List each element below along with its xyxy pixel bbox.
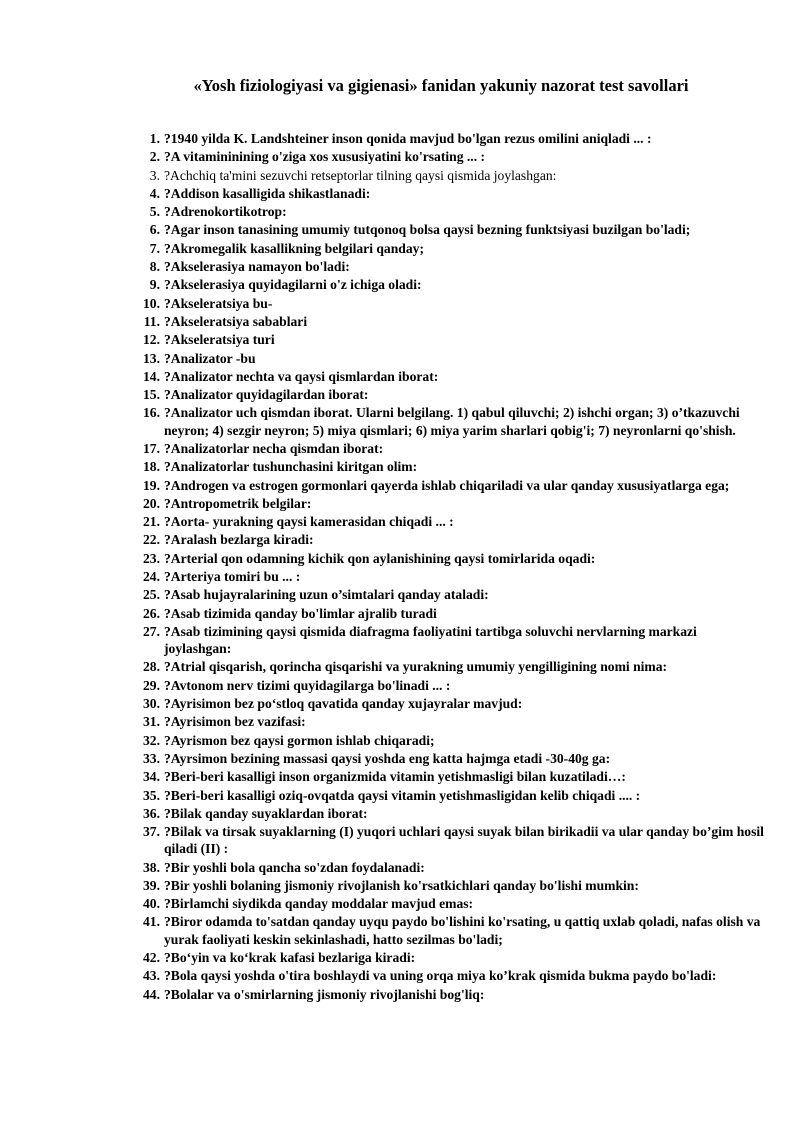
- page-title: «Yosh fiziologiyasi va gigienasi» fanidan yakuniy nazorat test savollari: [193, 76, 689, 95]
- question-text: ?Adrenokortikotrop:: [164, 204, 287, 220]
- question-item: [124, 913, 764, 947]
- question-number: 10.: [143, 295, 160, 311]
- question-text: ?Analizator -bu: [164, 350, 256, 366]
- question-number: 18.: [143, 459, 160, 475]
- question-text: ?Ayrsimon bezining massasi qaysi yoshda eng katta hajmga etadi -30-40g ga:: [164, 750, 611, 766]
- question-text: ?Asab tizimining qaysi qismida diafragma faoliyatini tartibga soluvchi nervlarning markazi joylashgan:: [164, 623, 697, 657]
- question-number: 37.: [143, 824, 160, 840]
- question-item: [124, 605, 764, 622]
- question-number: 6.: [149, 222, 160, 238]
- question-item: [124, 495, 764, 512]
- question-number: 21.: [143, 514, 160, 530]
- question-text: ?Akseleratsiya bu-: [164, 295, 273, 311]
- question-number: 40.: [143, 896, 160, 912]
- question-number: 31.: [143, 714, 160, 730]
- question-text: ?Akselerasiya namayon bo'ladi:: [164, 259, 350, 275]
- question-text: ?Bolalar va o'smirlarning jismoniy rivojlanishi bog'liq:: [164, 986, 485, 1002]
- question-number: 2.: [149, 149, 160, 165]
- question-number: 11.: [143, 313, 160, 329]
- question-number: 16.: [143, 405, 160, 421]
- question-text: ?Bo‘yin va ko‘krak kafasi bezlariga kiradi:: [164, 949, 416, 965]
- question-number: 30.: [143, 696, 160, 712]
- question-text: ?Aralash bezlarga kiradi:: [164, 532, 314, 548]
- question-number: 7.: [149, 240, 160, 256]
- question-number: 44.: [143, 986, 160, 1002]
- question-number: 43.: [143, 968, 160, 984]
- question-item: [124, 877, 764, 894]
- question-number: 39.: [143, 877, 160, 893]
- question-item: [124, 185, 764, 202]
- question-text: ?Ayrisimon bez vazifasi:: [164, 714, 306, 730]
- question-text: ?Bola qaysi yoshda o'tira boshlaydi va uning orqa miya ko’krak qismida bukma paydo bo'ladi:: [164, 968, 717, 984]
- question-item: [124, 550, 764, 567]
- question-number: 5.: [149, 204, 160, 220]
- question-text: ?A vitamininining o'ziga xos xususiyatini ko'rsating ... :: [164, 149, 486, 165]
- question-number: 36.: [143, 805, 160, 821]
- question-number: 27.: [143, 623, 160, 639]
- question-text: ?Bir yoshli bola qancha so'zdan foydalanadi:: [164, 859, 425, 875]
- question-text: ?Beri-beri kasalligi oziq-ovqatda qaysi vitamin yetishmasligidan kelib chiqadi .... :: [164, 787, 641, 803]
- question-item: [124, 695, 764, 712]
- question-item: [124, 787, 764, 804]
- question-item: [124, 568, 764, 585]
- question-text: ?Agar inson tanasining umumiy tutqonoq bolsa qaysi bezning funktsiyasi buzilgan bo'ladi;: [164, 222, 691, 238]
- question-number: 23.: [143, 550, 160, 566]
- question-text: ?Akselerasiya quyidagilarni o'z ichiga oladi:: [164, 277, 422, 293]
- question-number: 12.: [143, 332, 160, 348]
- question-item: [124, 368, 764, 385]
- question-text: ?Asab tizimida qanday bo'limlar ajralib turadi: [164, 605, 437, 621]
- question-text: ?Beri-beri kasalligi inson organizmida vitamin yetishmasligi bilan kuzatiladi…:: [164, 769, 626, 785]
- question-number: 26.: [143, 605, 160, 621]
- question-text: ?Akseleratsiya turi: [164, 332, 275, 348]
- question-item: [124, 750, 764, 767]
- question-text: ?Akseleratsiya sabablari: [164, 313, 308, 329]
- question-item: [124, 313, 764, 330]
- question-text: ?Bilak qanday suyaklardan iborat:: [164, 805, 368, 821]
- question-item: [124, 240, 764, 257]
- question-item: [124, 713, 764, 730]
- question-number: 9.: [149, 277, 160, 293]
- question-item: [124, 658, 764, 675]
- question-text: ?Androgen va estrogen gormonlari qayerda ishlab chiqariladi va ular qanday xususiyatlarga ega;: [164, 477, 730, 493]
- question-text: ?Ayrisimon bez po‘stloq qavatida qanday xujayralar mavjud:: [164, 696, 523, 712]
- question-text: ?1940 yilda K. Landshteiner inson qonida mavjud bo'lgan rezus omilini aniqladi ... :: [164, 131, 652, 146]
- question-text: ?Aorta- yurakning qaysi kamerasidan chiqadi ... :: [164, 514, 454, 530]
- question-number: 29.: [143, 677, 160, 693]
- question-text: ?Addison kasalligida shikastlanadi:: [164, 185, 371, 201]
- question-text: ?Achchiq ta'mini sezuvchi retseptorlar tilning qaysi qismida joylashgan:: [164, 167, 557, 183]
- question-number: 15.: [143, 387, 160, 403]
- question-item: [124, 148, 764, 165]
- question-text: ?Bilak va tirsak suyaklarning (I) yuqori uchlari qaysi suyak bilan birikadii va ular qanday bo’gim hosil qiladi (II) :: [164, 824, 764, 857]
- question-text: ?Asab hujayralarining uzun o’simtalari qanday ataladi:: [164, 587, 489, 603]
- question-text: ?Atrial qisqarish, qorincha qisqarishi va yurakning umumiy yengilligining nomi nima:: [164, 659, 668, 675]
- question-number: 13.: [143, 350, 160, 366]
- question-list: [124, 130, 764, 1004]
- question-number: 3.: [149, 167, 160, 183]
- question-item: [124, 221, 764, 238]
- question-item: [124, 895, 764, 912]
- question-text: ?Ayrismon bez qaysi gormon ishlab chiqaradi;: [164, 732, 435, 748]
- question-item: [124, 331, 764, 348]
- question-item: [124, 440, 764, 457]
- question-text: ?Arteriya tomiri bu ... :: [164, 569, 301, 585]
- question-item: [124, 949, 764, 966]
- question-number: 14.: [143, 368, 160, 384]
- question-item: [124, 130, 764, 147]
- question-number: 35.: [143, 787, 160, 803]
- question-text: ?Analizator uch qismdan iborat. Ularni belgilang. 1) qabul qiluvchi; 2) ishchi organ; 3) o’tkazuvchi neyron; 4) sezgir neyron; 5) miya qismlari; 6) miya yarim sharlari qobig'i; 7) neyronlarni qo'shish.: [164, 405, 740, 438]
- question-item: [124, 404, 764, 438]
- question-number: 4.: [149, 185, 160, 201]
- question-number: 42.: [143, 949, 160, 965]
- question-number: 33.: [143, 750, 160, 766]
- question-item: [124, 350, 764, 367]
- question-number: 24.: [143, 569, 160, 585]
- question-number: 1.: [149, 131, 160, 146]
- question-item: [124, 513, 764, 530]
- question-number: 34.: [143, 769, 160, 785]
- question-text: ?Antropometrik belgilar:: [164, 495, 312, 511]
- question-item: [124, 859, 764, 876]
- question-item: [124, 967, 764, 984]
- question-item: [124, 203, 764, 220]
- question-text: ?Analizator nechta va qaysi qismlardan iborat:: [164, 368, 439, 384]
- question-item: [124, 677, 764, 694]
- question-text: ?Birlamchi siydikda qanday moddalar mavjud emas:: [164, 896, 474, 912]
- question-number: 38.: [143, 859, 160, 875]
- question-text: ?Analizatorlar necha qismdan iborat:: [164, 440, 384, 456]
- question-text: ?Akromegalik kasallikning belgilari qanday;: [164, 240, 424, 256]
- question-text: ?Biror odamda to'satdan qanday uyqu paydo bo'lishini ko'rsating, u qattiq uxlab qoladi, nafas olish va yurak faoliyati keskin sekinlashadi, hatto sezilmas bo'ladi;: [164, 914, 761, 947]
- question-number: 41.: [143, 914, 160, 930]
- question-text: ?Bir yoshli bolaning jismoniy rivojlanish ko'rsatkichlari qanday bo'lishi mumkin:: [164, 877, 639, 893]
- question-item: [124, 805, 764, 822]
- question-text: ?Analizator quyidagilardan iborat:: [164, 387, 369, 403]
- question-item: [124, 477, 764, 494]
- question-item: [124, 295, 764, 312]
- question-item: [124, 458, 764, 475]
- question-number: 32.: [143, 732, 160, 748]
- question-item: [124, 623, 764, 657]
- question-item: [124, 586, 764, 603]
- question-item: [124, 386, 764, 403]
- question-number: 20.: [143, 495, 160, 511]
- question-number: 28.: [143, 659, 160, 675]
- question-item: [124, 768, 764, 785]
- question-number: 25.: [143, 587, 160, 603]
- question-item: [124, 986, 764, 1003]
- question-item: [124, 732, 764, 749]
- question-text: ?Arterial qon odamning kichik qon aylanishining qaysi tomirlarida oqadi:: [164, 550, 596, 566]
- question-item: [124, 276, 764, 293]
- question-item: [124, 258, 764, 275]
- question-number: 19.: [143, 477, 160, 493]
- question-number: 17.: [143, 440, 160, 456]
- question-text: ?Avtonom nerv tizimi quyidagilarga bo'linadi ... :: [164, 677, 451, 693]
- question-item: [124, 531, 764, 548]
- question-text: ?Analizatorlar tushunchasini kiritgan olim:: [164, 459, 418, 475]
- question-number: 22.: [143, 532, 160, 548]
- question-item: [124, 823, 764, 857]
- question-number: 8.: [149, 259, 160, 275]
- question-item: [124, 167, 764, 184]
